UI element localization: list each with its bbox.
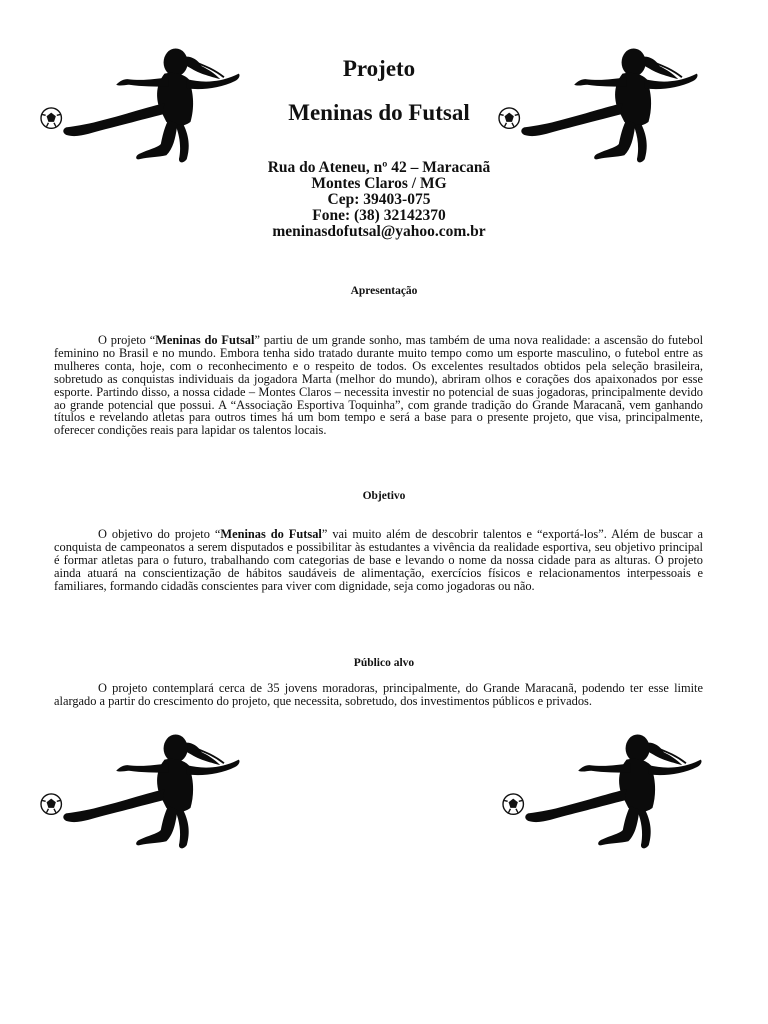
address-line: Rua do Ateneu, nº 42 – Maracanã xyxy=(267,159,491,176)
letterhead xyxy=(230,54,528,240)
apresentacao-project-name: Meninas do Futsal xyxy=(155,333,255,347)
cep-line: Cep: 39403-075 xyxy=(327,191,431,208)
objetivo-text-b: ” vai muito além de descobrir talentos e “exportá-los”. Além de buscar a conquista de campeonatos a serem disputados e possibilitar às estudantes a vivência da realidade esportiva, seu objetivo principal é formar atletas para o futuro, trabalhando com categorias de base e levando o nome da nossa cidade para as alturas. O projeto ainda atuará na conscientização de hábitos saudáveis de alimentação, exercícios físicos e relacionamentos interpessoais e familiares, formando cidadãs conscientes para viver com dignidade, seja como jogadoras ou não. xyxy=(54,527,704,593)
paragraph-objetivo xyxy=(54,528,703,593)
city-line: Montes Claros / MG xyxy=(311,175,447,192)
soccer-player-icon xyxy=(492,728,722,858)
phone-line: Fone: (38) 32142370 xyxy=(312,207,446,224)
contact-block xyxy=(230,160,528,240)
paragraph-publico-alvo: O projeto contemplará cerca de 35 jovens moradoras, principalmente, do Grande Maracanã, podendo ter esse limite alargado a partir do crescimento do projeto, que necessita, sobretudo, dos investimentos públicos e privados. xyxy=(54,681,703,708)
soccer-player-icon xyxy=(30,728,260,858)
project-title-line2: Meninas do Futsal xyxy=(288,100,470,125)
objetivo-project-name: Meninas do Futsal xyxy=(220,527,322,541)
section-title-apresentacao: Apresentação xyxy=(350,285,418,297)
player-silhouette-bottom-right xyxy=(492,728,722,858)
email-line: meninasdofutsal@yahoo.com.br xyxy=(272,223,486,240)
project-title-line1: Projeto xyxy=(342,56,416,81)
section-title-publico-alvo: Público alvo xyxy=(353,657,415,669)
section-title-objetivo: Objetivo xyxy=(362,490,406,502)
player-silhouette-bottom-left xyxy=(30,728,260,858)
player-silhouette-top-left xyxy=(30,42,260,172)
paragraph-apresentacao xyxy=(54,334,703,437)
soccer-player-icon xyxy=(30,42,260,172)
apresentacao-text-a: O projeto “ xyxy=(98,333,156,347)
apresentacao-text-b: ” partiu de um grande sonho, mas também de uma nova realidade: a ascensão do futebol feminino no Brasil e no mundo. Embora tenha sido tratado durante muito tempo como um esporte masculino, o futebol entre as mulheres conta, hoje, com o reconhecimento e o respeito de todos. Os excelentes resultados obtidos pela seleção brasileira, sobretudo as conquistas individuais da jogadora Marta (melhor do mundo), abriram olhos e corações dos apaixonados por esse esporte. Partindo disso, a nossa cidade – Montes Claros – necessita investir no potencial de suas jogadoras, principalmente devido ao grande potencial que possui. A “Associação Esportiva Toquinha”, com grande tradição do Grande Maracanã, vem ganhando títulos e revelando atletas para outros times há um bom tempo e será a base para o presente projeto, que visa, principalmente, oferecer condições reais para lapidar os talentos locais. xyxy=(54,333,704,438)
objetivo-text-a: O objetivo do projeto “ xyxy=(98,527,221,541)
